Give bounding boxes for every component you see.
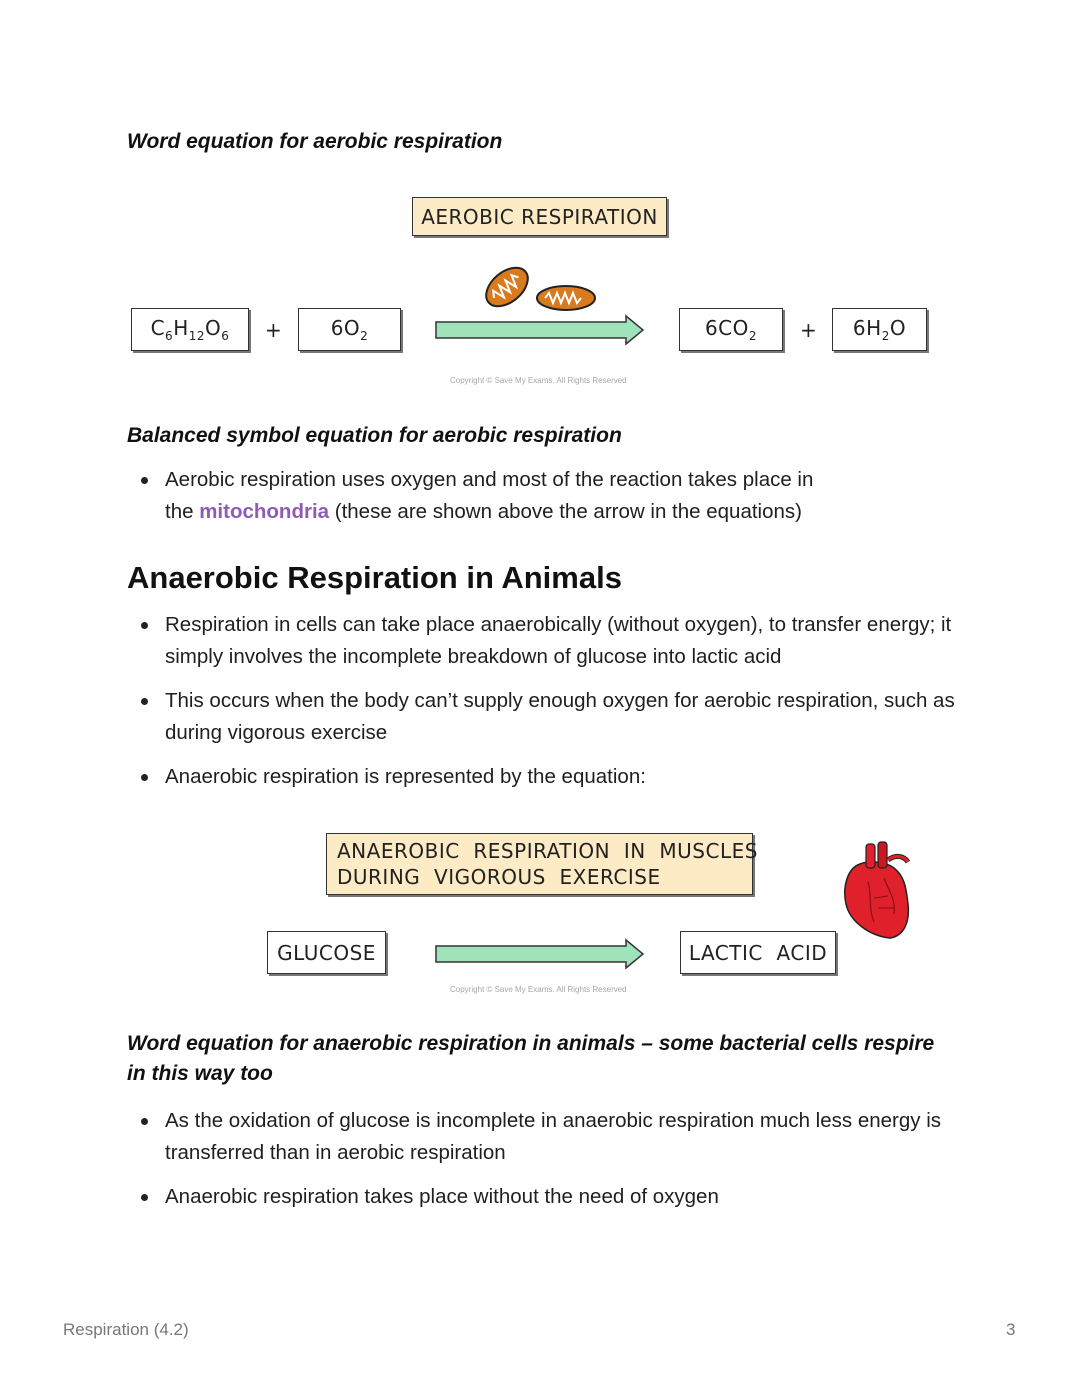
page-number: 3 — [1006, 1320, 1016, 1339]
copyright-notice: Copyright © Save My Exams. All Rights Reserved — [450, 985, 627, 994]
list-item: Respiration in cells can take place anaerobically (without oxygen), to transfer energy; it simply involves the incomplete breakdown of glucose into lactic acid — [127, 609, 967, 673]
list-item: Anaerobic respiration takes place without the need of oxygen — [127, 1181, 967, 1213]
heart-icon — [838, 838, 918, 946]
list-item: Aerobic respiration uses oxygen and most of the reaction takes place in the mitochondria (these are shown above the arrow in the equations) — [127, 464, 847, 528]
glucose-formula-box — [131, 308, 249, 351]
list-item: This occurs when the body can’t supply enough oxygen for aerobic respiration, such as during vigorous exercise — [127, 685, 967, 749]
anaerobic-label-line-1: ANAEROBIC RESPIRATION IN MUSCLES — [337, 839, 758, 863]
glucose-box: GLUCOSE — [267, 931, 386, 974]
water-formula-box — [832, 308, 927, 351]
oxygen-formula-box — [298, 308, 401, 351]
carbon-dioxide-formula-box — [679, 308, 783, 351]
anaerobic-bullet-list — [127, 609, 967, 805]
oxygen-formula: $6O_2$ — [330, 316, 369, 343]
glucose-formula: $C_6H_{12}O_6$ — [150, 316, 230, 343]
plus-sign: + — [800, 318, 817, 342]
list-item: As the oxidation of glucose is incomplete in anaerobic respiration much less energy is transferred than in aerobic respiration — [127, 1105, 967, 1169]
plus-sign: + — [265, 318, 282, 342]
anaerobic-word-equation-caption: Word equation for anaerobic respiration in animals – some bacterial cells respire in this way too — [127, 1032, 935, 1085]
footer-section-title: Respiration (4.2) — [63, 1320, 189, 1339]
copyright-notice: Copyright © Save My Exams. All Rights Reserved — [450, 376, 627, 385]
aerobic-symbol-equation-caption: Balanced symbol equation for aerobic respiration — [127, 424, 622, 447]
anaerobic-respiration-label — [326, 833, 758, 895]
lactic-acid-box: LACTIC ACID — [680, 931, 836, 974]
aerobic-respiration-label: AEROBIC RESPIRATION — [412, 197, 667, 236]
aerobic-word-equation-caption: Word equation for aerobic respiration — [127, 130, 503, 153]
aerobic-bullet-list — [127, 464, 847, 540]
anaerobic-heading: Anaerobic Respiration in Animals — [127, 560, 622, 595]
carbon-dioxide-formula: $6CO_2$ — [704, 316, 758, 343]
list-item: Anaerobic respiration is represented by the equation: — [127, 761, 967, 793]
anaerobic-summary-bullet-list — [127, 1105, 967, 1225]
reaction-arrow-icon — [434, 314, 646, 346]
anaerobic-label-line-2: DURING VIGOROUS EXERCISE — [337, 865, 661, 889]
water-formula: $6H_2O$ — [852, 316, 907, 343]
mitochondria-keyword: mitochondria — [199, 500, 330, 523]
reaction-arrow-icon — [434, 938, 646, 970]
